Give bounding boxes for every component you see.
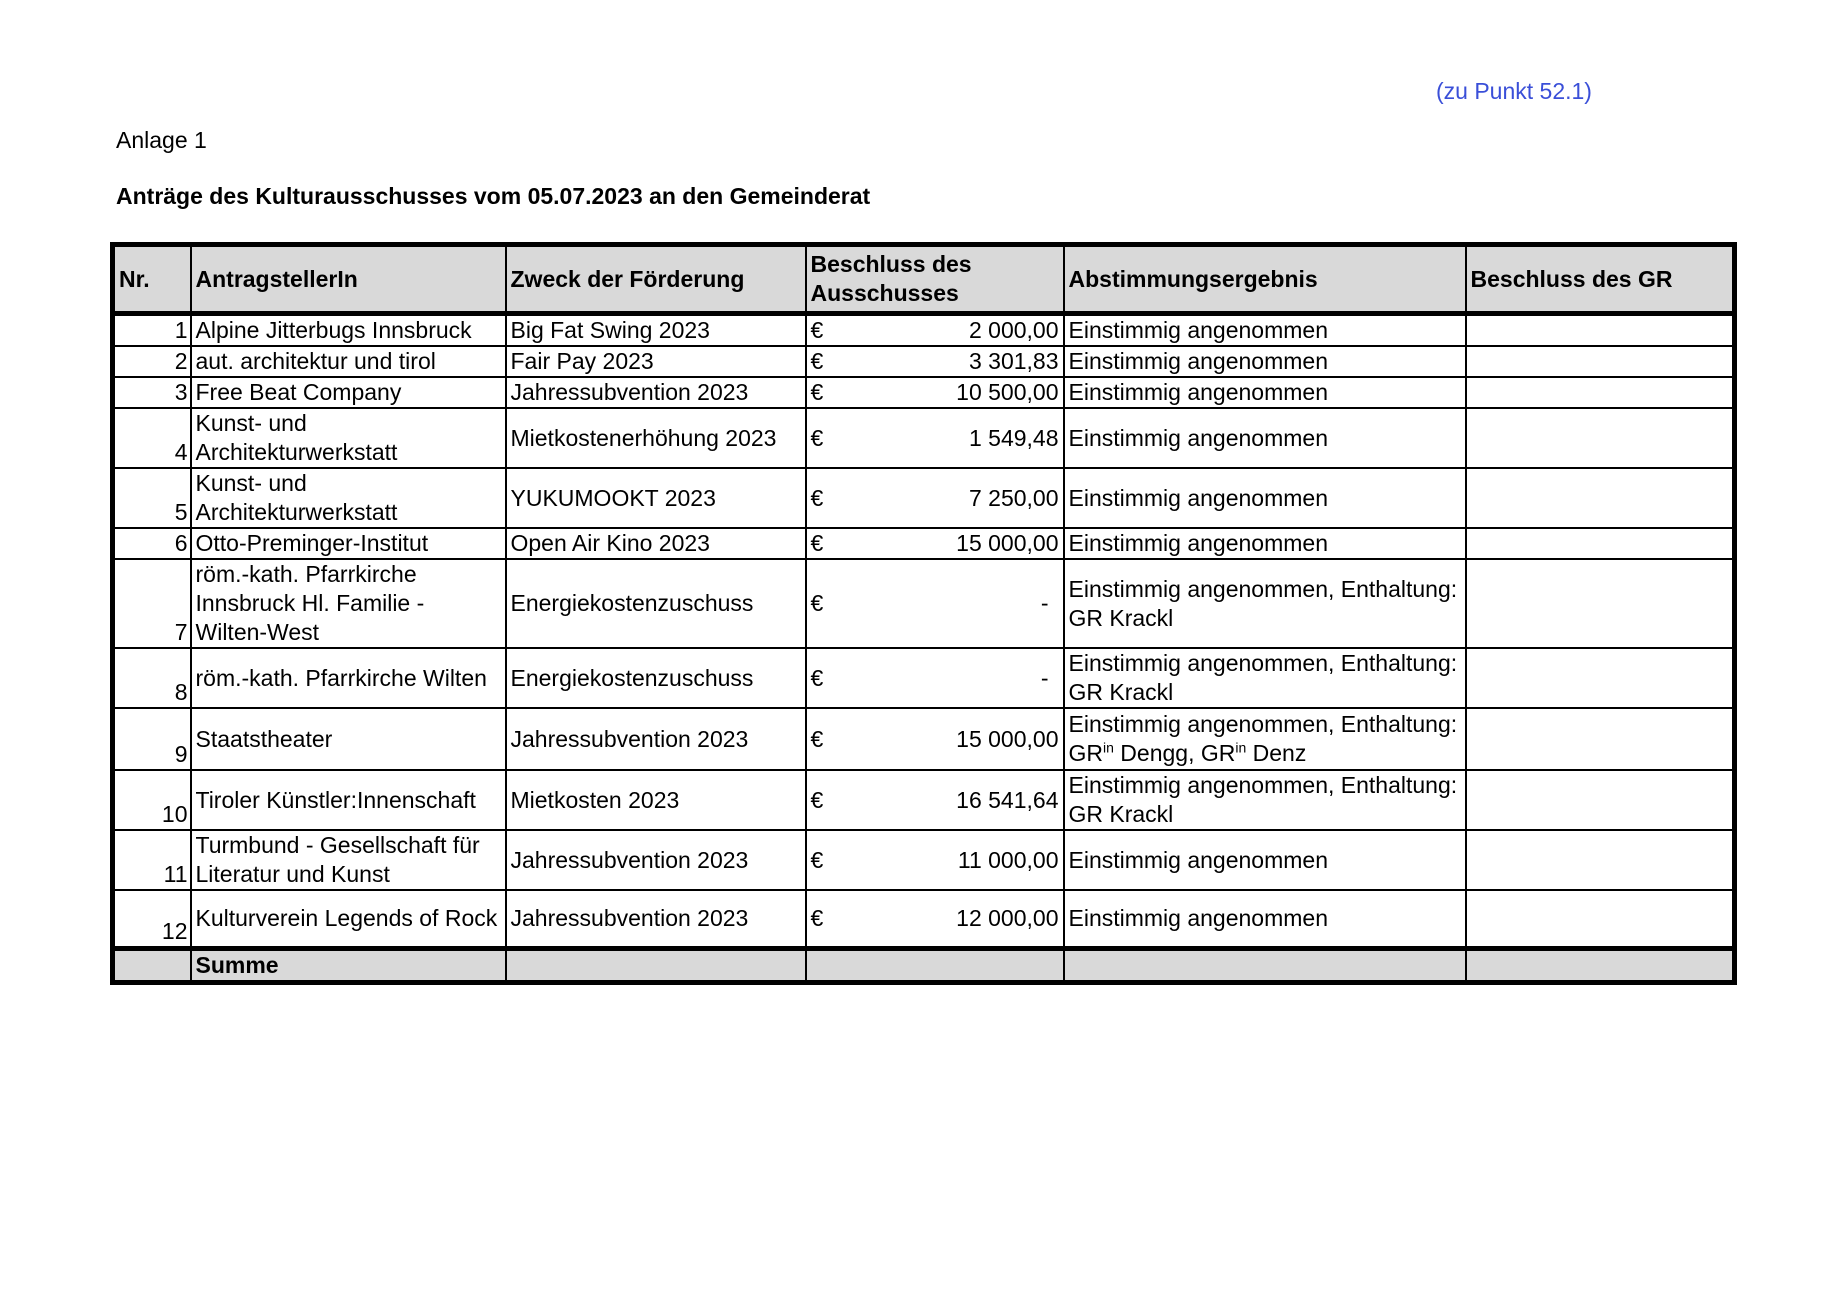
sum-council-cell xyxy=(1466,948,1735,982)
euro-sign: € xyxy=(810,379,824,405)
row-applicant: Free Beat Company xyxy=(191,377,506,408)
header-nr: Nr. xyxy=(113,245,191,314)
header-applicant: AntragstellerIn xyxy=(191,245,506,314)
row-council-decision xyxy=(1466,528,1735,559)
euro-sign: € xyxy=(810,484,824,511)
euro-sign: € xyxy=(810,904,824,931)
row-council-decision xyxy=(1466,770,1735,830)
vote-title-suffix: in xyxy=(1103,739,1114,756)
row-council-decision xyxy=(1466,559,1735,648)
row-vote: Einstimmig angenommen xyxy=(1064,890,1466,948)
row-nr: 4 xyxy=(113,408,191,468)
row-nr: 7 xyxy=(113,559,191,648)
vote-title-suffix: in xyxy=(1235,739,1247,756)
row-amount xyxy=(806,770,1064,830)
row-applicant: Otto-Preminger-Institut xyxy=(191,528,506,559)
table-row xyxy=(113,648,1735,708)
euro-sign: € xyxy=(810,725,824,752)
row-council-decision xyxy=(1466,708,1735,770)
table-row xyxy=(113,346,1735,377)
row-applicant: Staatstheater xyxy=(191,708,506,770)
table-row xyxy=(113,830,1735,890)
table-header-row xyxy=(113,245,1735,314)
vote-name: Dengg, xyxy=(1113,740,1201,766)
row-amount xyxy=(806,528,1064,559)
row-amount xyxy=(806,314,1064,347)
annex-label: Anlage 1 xyxy=(116,127,207,153)
row-vote: Einstimmig angenommen xyxy=(1064,346,1466,377)
row-purpose: Energiekostenzuschuss xyxy=(506,648,806,708)
row-purpose: Jahressubvention 2023 xyxy=(506,830,806,890)
amount-value: 16 541,64 xyxy=(956,786,1059,813)
row-purpose: YUKUMOOKT 2023 xyxy=(506,468,806,528)
row-council-decision xyxy=(1466,408,1735,468)
row-nr: 10 xyxy=(113,770,191,830)
row-amount xyxy=(806,408,1064,468)
amount-value: 1 549,48 xyxy=(968,424,1059,451)
row-nr: 11 xyxy=(113,830,191,890)
row-council-decision xyxy=(1466,648,1735,708)
header-purpose: Zweck der Förderung xyxy=(506,245,806,314)
row-council-decision xyxy=(1466,377,1735,408)
row-vote: Einstimmig angenommen, Enthaltung: GR Krackl xyxy=(1064,770,1466,830)
row-vote: Einstimmig angenommen xyxy=(1064,377,1466,408)
row-purpose: Mietkostenerhöhung 2023 xyxy=(506,408,806,468)
row-council-decision xyxy=(1466,314,1735,347)
row-applicant: röm.-kath. Pfarrkirche Wilten xyxy=(191,648,506,708)
row-applicant: aut. architektur und tirol xyxy=(191,346,506,377)
row-council-decision xyxy=(1466,468,1735,528)
vote-title: GR xyxy=(1200,740,1236,766)
row-vote: Einstimmig angenommen, Enthaltung: GR Krackl xyxy=(1064,648,1466,708)
amount-value: 12 000,00 xyxy=(956,904,1059,931)
row-applicant: Alpine Jitterbugs Innsbruck xyxy=(191,314,506,347)
amount-value: 15 000,00 xyxy=(956,530,1059,556)
euro-sign: € xyxy=(810,590,824,616)
applications-table xyxy=(110,242,1737,985)
row-amount xyxy=(806,559,1064,648)
row-vote xyxy=(1064,708,1466,770)
euro-sign: € xyxy=(810,846,824,873)
sum-purpose-cell xyxy=(506,948,806,982)
row-applicant: röm.-kath. Pfarrkirche Innsbruck Hl. Familie - Wilten-West xyxy=(191,559,506,648)
row-purpose: Energiekostenzuschuss xyxy=(506,559,806,648)
row-amount xyxy=(806,708,1064,770)
euro-sign: € xyxy=(810,664,824,691)
row-vote: Einstimmig angenommen xyxy=(1064,408,1466,468)
vote-line: Einstimmig angenommen, Enthaltung: xyxy=(1068,711,1458,737)
row-amount xyxy=(806,890,1064,948)
reference-note: (zu Punkt 52.1) xyxy=(1436,78,1592,104)
row-nr: 1 xyxy=(113,314,191,347)
row-purpose: Big Fat Swing 2023 xyxy=(506,314,806,347)
table-row xyxy=(113,408,1735,468)
row-applicant: Turmbund - Gesellschaft für Literatur und Kunst xyxy=(191,830,506,890)
sum-nr-cell xyxy=(113,948,191,982)
document-title: Anträge des Kulturausschusses vom 05.07.2023 an den Gemeinderat xyxy=(116,183,871,209)
table-row xyxy=(113,770,1735,830)
row-nr: 8 xyxy=(113,648,191,708)
row-nr: 5 xyxy=(113,468,191,528)
row-council-decision xyxy=(1466,830,1735,890)
table-row xyxy=(113,528,1735,559)
amount-value: 3 301,83 xyxy=(968,348,1059,374)
row-applicant: Kulturverein Legends of Rock xyxy=(191,890,506,948)
table-row xyxy=(113,377,1735,408)
row-applicant: Tiroler Künstler:Innenschaft xyxy=(191,770,506,830)
sum-row xyxy=(113,948,1735,982)
row-purpose: Jahressubvention 2023 xyxy=(506,708,806,770)
sum-vote-cell xyxy=(1064,948,1466,982)
row-vote: Einstimmig angenommen, Enthaltung: GR Krackl xyxy=(1064,559,1466,648)
row-amount xyxy=(806,648,1064,708)
row-nr: 2 xyxy=(113,346,191,377)
header-vote: Abstimmungsergebnis xyxy=(1064,245,1466,314)
row-purpose: Jahressubvention 2023 xyxy=(506,890,806,948)
row-purpose: Jahressubvention 2023 xyxy=(506,377,806,408)
row-vote: Einstimmig angenommen xyxy=(1064,468,1466,528)
row-amount xyxy=(806,830,1064,890)
row-vote: Einstimmig angenommen xyxy=(1064,528,1466,559)
euro-sign: € xyxy=(810,348,824,374)
row-amount xyxy=(806,377,1064,408)
row-nr: 9 xyxy=(113,708,191,770)
row-applicant: Kunst- und Architekturwerkstatt xyxy=(191,408,506,468)
row-purpose: Mietkosten 2023 xyxy=(506,770,806,830)
row-applicant: Kunst- und Architekturwerkstatt xyxy=(191,468,506,528)
row-amount xyxy=(806,468,1064,528)
row-nr: 6 xyxy=(113,528,191,559)
table-row xyxy=(113,314,1735,347)
row-nr: 3 xyxy=(113,377,191,408)
table-row xyxy=(113,708,1735,770)
table-row xyxy=(113,890,1735,948)
vote-title: GR xyxy=(1068,740,1103,766)
header-decision-council: Beschluss des GR xyxy=(1466,245,1735,314)
row-vote: Einstimmig angenommen xyxy=(1064,830,1466,890)
row-council-decision xyxy=(1466,890,1735,948)
row-amount xyxy=(806,346,1064,377)
row-vote: Einstimmig angenommen xyxy=(1064,314,1466,347)
euro-sign: € xyxy=(810,424,824,451)
row-nr: 12 xyxy=(113,890,191,948)
amount-value: 7 250,00 xyxy=(968,484,1059,511)
amount-value: 10 500,00 xyxy=(956,379,1059,405)
table-row xyxy=(113,468,1735,528)
euro-sign: € xyxy=(810,530,824,556)
amount-value: 2 000,00 xyxy=(968,317,1059,343)
amount-value: 15 000,00 xyxy=(956,725,1059,752)
row-purpose: Open Air Kino 2023 xyxy=(506,528,806,559)
table-row xyxy=(113,559,1735,648)
row-purpose: Fair Pay 2023 xyxy=(506,346,806,377)
row-council-decision xyxy=(1466,346,1735,377)
header-decision-committee: Beschluss des Ausschusses xyxy=(806,245,1064,314)
amount-value: - xyxy=(1040,664,1049,691)
amount-value: 11 000,00 xyxy=(957,846,1059,873)
sum-label: Summe xyxy=(191,948,506,982)
euro-sign: € xyxy=(810,786,824,813)
amount-value: - xyxy=(1040,590,1049,616)
vote-name: Denz xyxy=(1246,740,1307,766)
sum-amount-cell xyxy=(806,948,1064,982)
euro-sign: € xyxy=(810,317,824,343)
